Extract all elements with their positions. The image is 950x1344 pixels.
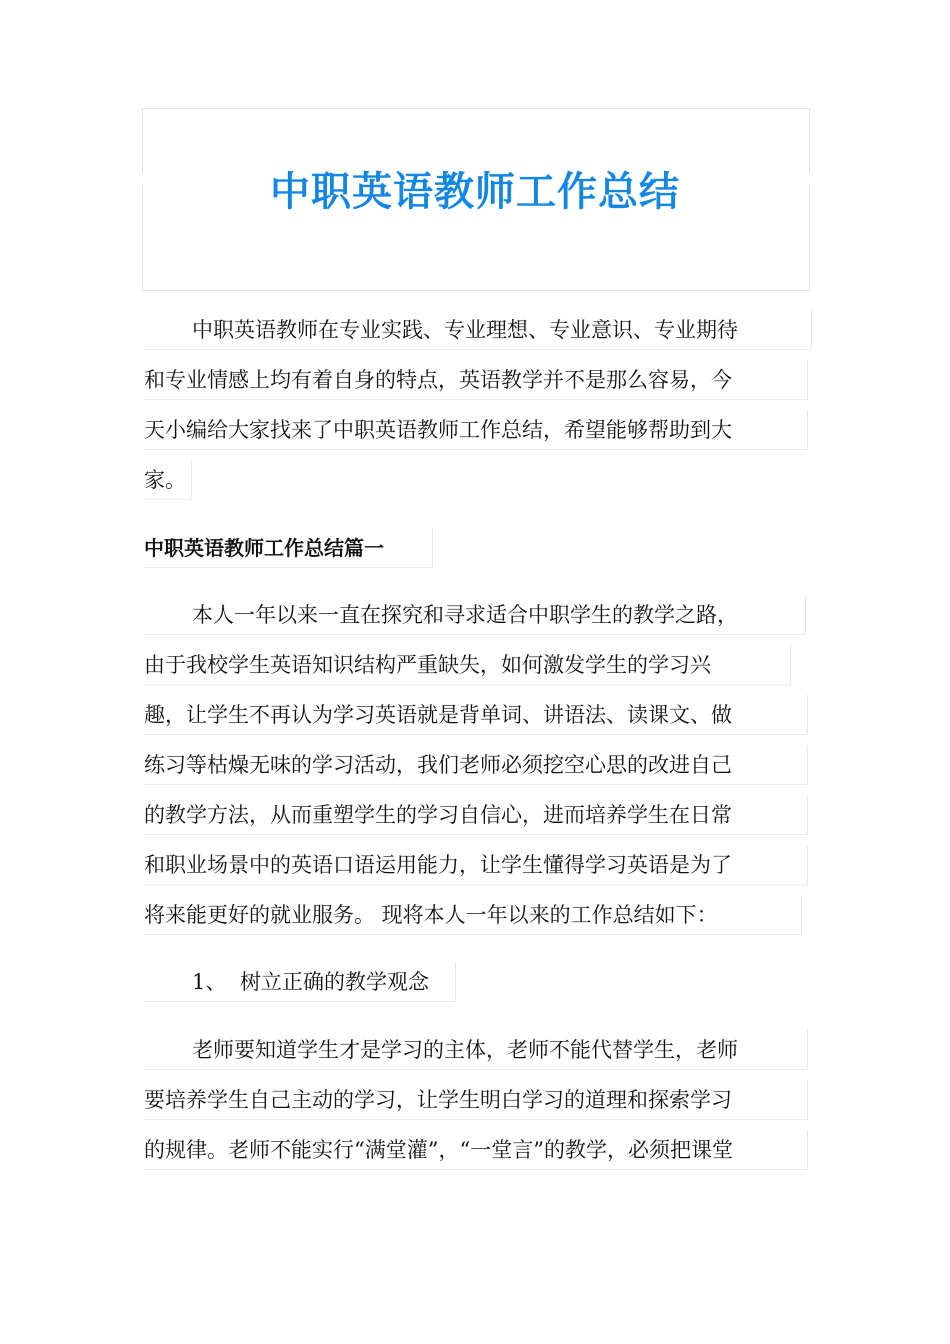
para1-line-1: 本人一年以来一直在探究和寻求适合中职学生的教学之路， [144,595,806,635]
list-item-number: 1、 [192,970,227,994]
list-item-text: 树立正确的教学观念 [240,970,429,994]
para2-line-2: 要培养学生自己主动的学习，让学生明白学习的道理和探索学习 [144,1080,808,1120]
intro-line-4: 家。 [144,460,192,500]
para1-line-4: 练习等枯燥无味的学习活动，我们老师必须挖空心思的改进自己 [144,745,808,785]
para1-line-7: 将来能更好的就业服务。 现将本人一年以来的工作总结如下： [144,895,802,935]
para1-line-6: 和职业场景中的英语口语运用能力，让学生懂得学习英语是为了 [144,845,808,885]
intro-line-1: 中职英语教师在专业实践、专业理想、专业意识、专业期待 [144,310,812,350]
title-frame-top [142,108,810,173]
para1-line-5: 的教学方法，从而重塑学生的学习自信心，进而培养学生在日常 [144,795,808,835]
para2-line-3: 的规律。老师不能实行“满堂灌”，“一堂言”的教学，必须把课堂 [144,1130,808,1170]
para1-line-3: 趣，让学生不再认为学习英语就是背单词、讲语法、读课文、做 [144,695,808,735]
list-item-1 [144,962,456,1002]
section-heading: 中职英语教师工作总结篇一 [144,528,433,568]
para2-line-1: 老师要知道学生才是学习的主体，老师不能代替学生，老师 [144,1030,808,1070]
document-title: 中职英语教师工作总结 [270,169,680,215]
intro-line-2: 和专业情感上均有着自身的特点，英语教学并不是那么容易，今 [144,360,808,400]
intro-line-3: 天小编给大家找来了中职英语教师工作总结，希望能够帮助到大 [144,410,808,450]
para1-line-2: 由于我校学生英语知识结构严重缺失，如何激发学生的学习兴 [144,645,791,685]
